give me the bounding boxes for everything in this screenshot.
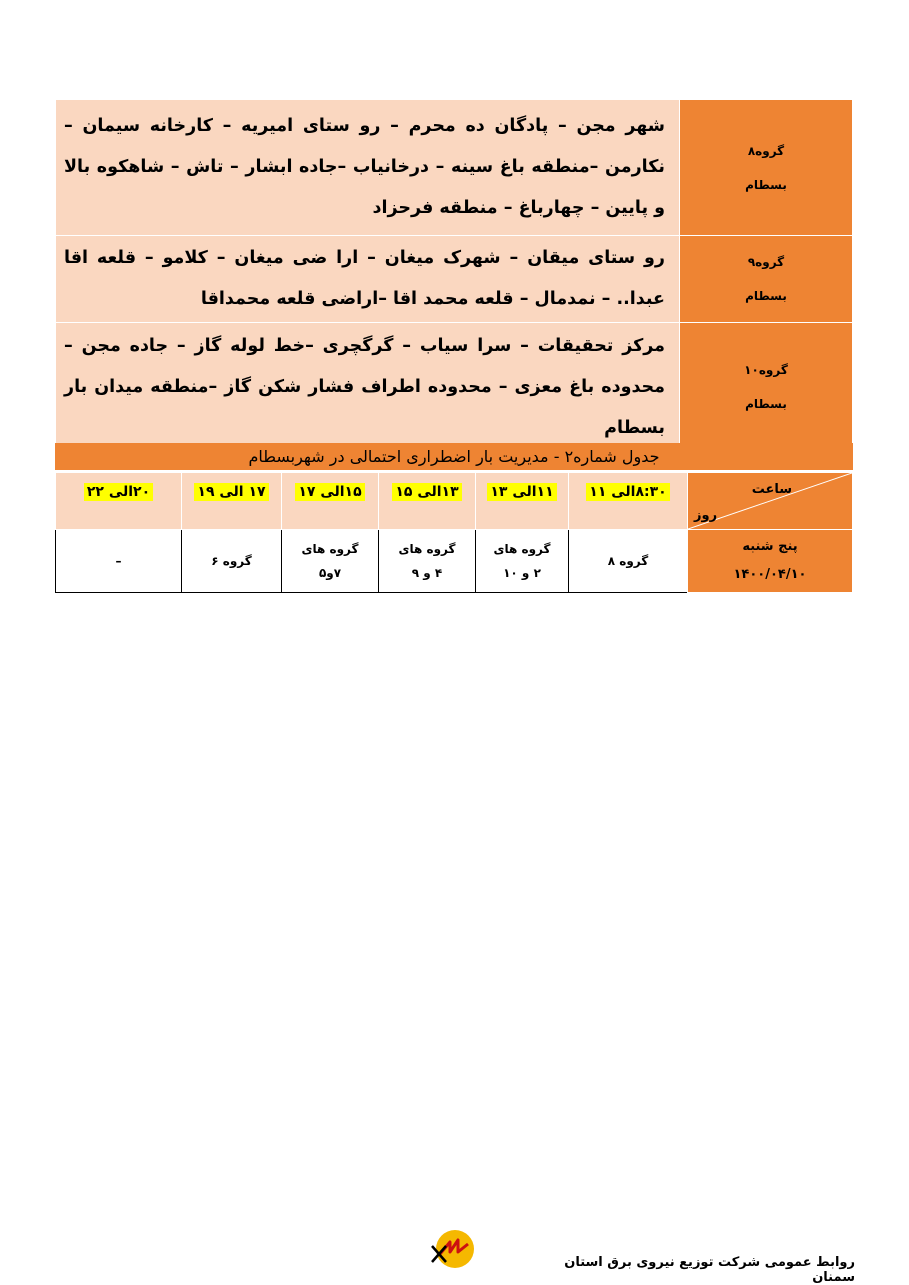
group-label: گروه۸	[747, 143, 785, 158]
groups-line-1: گروه های	[493, 542, 551, 556]
time-slot-2	[476, 473, 569, 530]
corner-cell	[688, 473, 853, 530]
group-10-areas-text: مرکز تحقیقات – سرا سیاب – گرگچری –خط لوله گاز – جاده مجن – محدوده باغ معزی – محدوده اطراف فشار شکن گاز –منطقه میدان بار بسطام	[56, 323, 680, 452]
time-slot-5	[182, 473, 282, 530]
groups-line-1: –	[115, 554, 122, 568]
day-label: پنج شنبه	[742, 539, 798, 554]
corner-hour-label: ساعت	[751, 482, 792, 497]
time-slot-1	[569, 473, 688, 530]
time-slot-label: ۸:۳۰الی ۱۱	[586, 483, 669, 501]
groups-line-1: گروه ۶	[211, 554, 252, 568]
slot-3-groups	[379, 530, 476, 593]
area-row-group-9	[56, 236, 853, 323]
time-slot-label: ۱۷ الی ۱۹	[194, 483, 268, 501]
footer-organization: روابط عمومی شرکت توزیع نیروی برق استان سمنان	[564, 1255, 855, 1285]
group-9-label-cell	[680, 236, 853, 323]
area-row-group-8	[56, 100, 853, 236]
power-company-logo-icon	[428, 1228, 478, 1272]
schedule-table	[55, 472, 853, 593]
day-date: ۱۴۰۰/۰۴/۱۰	[733, 567, 807, 582]
place-label: بسطام	[745, 397, 787, 411]
groups-line-1: گروه های	[301, 542, 359, 556]
group-9-areas-text: رو ستای میقان – شهرک میغان – ارا ضی میغان – کلامو – قلعه اقا عبدا.. – نمدمال – قلعه محمد اقا –اراضی قلعه محمداقا	[56, 236, 680, 323]
time-slot-label: ۲۰الی ۲۲	[84, 483, 153, 501]
table-title-banner: جدول شماره۲ - مدیریت بار اضطراری احتمالی در شهربسطام	[55, 443, 853, 470]
groups-line-2: ۷و۵	[318, 566, 342, 580]
time-slot-label: ۱۱الی ۱۳	[487, 483, 556, 501]
group-label: گروه۱۰	[744, 363, 788, 377]
group-8-areas-text: شهر مجن – پادگان ده محرم – رو ستای امیریه – کارخانه سیمان – نکارمن –منطقه باغ سینه – درخانیاب –جاده ابشار – تاش – شاهکوه بالا و پایین – چهارباغ – منطقه فرحزاد	[56, 100, 680, 236]
time-slot-label: ۱۵الی ۱۷	[295, 483, 364, 501]
place-label: بسطام	[745, 177, 787, 192]
groups-line-2: ۴ و ۹	[411, 566, 443, 580]
time-slot-label: ۱۳الی ۱۵	[392, 483, 461, 501]
slot-4-groups	[282, 530, 379, 593]
group-10-label-cell	[680, 323, 853, 452]
slot-6-groups	[56, 530, 182, 593]
groups-line-1: گروه های	[398, 542, 456, 556]
schedule-header-row	[56, 473, 853, 530]
corner-day-label: روز	[694, 508, 718, 523]
groups-line-1: گروه ۸	[607, 554, 649, 568]
slot-1-groups	[569, 530, 688, 593]
schedule-day-row	[56, 530, 853, 593]
place-label: بسطام	[745, 289, 787, 303]
time-slot-4	[282, 473, 379, 530]
time-slot-6	[56, 473, 182, 530]
group-label: گروه۹	[747, 255, 785, 269]
time-slot-3	[379, 473, 476, 530]
group-8-label-cell	[680, 100, 853, 236]
area-row-group-10	[56, 323, 853, 452]
slot-2-groups	[476, 530, 569, 593]
groups-line-2: ۲ و ۱۰	[503, 566, 541, 580]
areas-table	[55, 99, 853, 452]
day-cell	[688, 530, 853, 593]
slot-5-groups	[182, 530, 282, 593]
